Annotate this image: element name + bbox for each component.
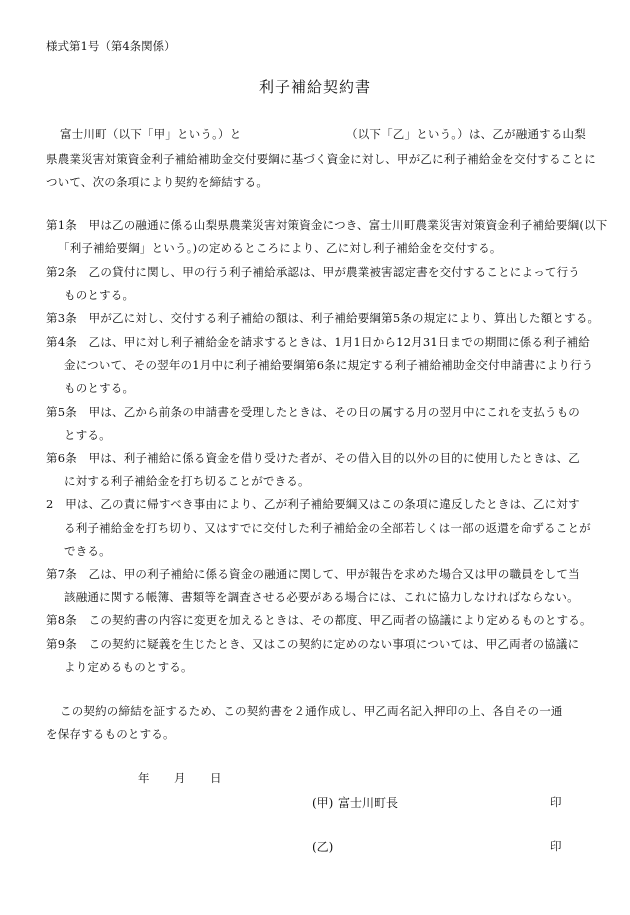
party-b-label: (乙) — [312, 840, 334, 854]
party-a-name: 富士川町長 — [338, 796, 399, 810]
article-6-line-2: に対する利子補給金を打ち切ることができる。 — [64, 474, 310, 488]
article-1-line-1: 第1条 甲は乙の融通に係る山梨県農業災害対策資金につき、富士川町農業災害対策資金利子補給要綱(以下 — [46, 218, 608, 232]
article-4-line-2: 金について、その翌年の1月中に利子補給要綱第6条に規定する利子補給補助金交付申請書により行う — [64, 358, 594, 372]
article-6-para-2-line-2: る利子補給金を打ち切り、又はすでに交付した利子補給金の全部若しくは一部の返還を命ずることが — [64, 521, 591, 535]
article-6-para-2-line-3: できる。 — [64, 544, 111, 558]
article-2-line-1: 第2条 乙の貸付に関し、甲の行う利子補給承認は、甲が農業被害認定書を交付することによって行う — [46, 265, 581, 279]
article-7-line-2: 該融通に関する帳簿、書類等を調査させる必要がある場合には、これに協力しなければならない。 — [64, 590, 579, 604]
date-year: 年 — [138, 771, 150, 785]
article-4-line-1: 第4条 乙は、甲に対し利子補給金を請求するときは、1月1日から12月31日までの期間に係る利子補給 — [46, 335, 591, 349]
preamble-line-1b: （以下「乙」という。）は、乙が融通する山梨 — [346, 127, 586, 141]
article-3-line-1: 第3条 甲が乙に対し、交付する利子補給の額は、利子補給要綱第5条の規定により、算出した額とする。 — [46, 311, 600, 325]
article-6-line-1: 第6条 甲は、利子補給に係る資金を借り受けた者が、その借入目的以外の目的に使用したときは、乙 — [46, 451, 581, 465]
preamble-line-2: 県農業災害対策資金利子補給補助金交付要綱に基づく資金に対し、甲が乙に利子補給金を交付することに — [46, 152, 596, 166]
closing-line-2: を保存するものとする。 — [46, 727, 175, 741]
article-5-line-2: とする。 — [64, 428, 111, 442]
closing-line-1: この契約の締結を証するため、この契約書を２通作成し、甲乙両名記入押印の上、各自その一通 — [60, 704, 563, 718]
party-a-seal: 印 — [550, 795, 562, 809]
article-9-line-2: より定めるものとする。 — [64, 660, 193, 674]
article-6-para-2-line-1: 2 甲は、乙の責に帰すべき事由により、乙が利子補給要綱又はこの条項に違反したときは、乙に対す — [46, 497, 580, 511]
date-day: 日 — [210, 771, 222, 785]
preamble-line-3: ついて、次の条項により契約を締結する。 — [46, 175, 269, 189]
article-2-line-2: ものとする。 — [64, 288, 135, 302]
article-1-line-2: 「利子補給要綱」という。)の定めるところにより、乙に対し利子補給金を交付する。 — [58, 241, 502, 255]
article-7-line-1: 第7条 乙は、甲の利子補給に係る資金の融通に関して、甲が報告を求めた場合又は甲の職員をして当 — [46, 567, 580, 581]
article-4-line-3: ものとする。 — [64, 381, 135, 395]
document-title: 利子補給契約書 — [258, 78, 371, 96]
date-month: 月 — [174, 771, 186, 785]
article-8-line-1: 第8条 この契約書の内容に変更を加えるときは、その都度、甲乙両者の協議により定めるものとする。 — [46, 613, 592, 627]
article-5-line-1: 第5条 甲は、乙から前条の申請書を受理したときは、その日の属する月の翌月中にこれを支払うもの — [46, 405, 581, 419]
party-a-label: (甲) — [312, 796, 334, 810]
party-b-seal: 印 — [550, 839, 562, 853]
form-label: 様式第1号（第4条関係） — [46, 39, 176, 53]
preamble-line-1a: 富士川町（以下「甲」という。）と — [60, 127, 242, 141]
article-9-line-1: 第9条 この契約に疑義を生じたとき、又はこの契約に定めのない事項については、甲乙両者の協議に — [46, 637, 580, 651]
